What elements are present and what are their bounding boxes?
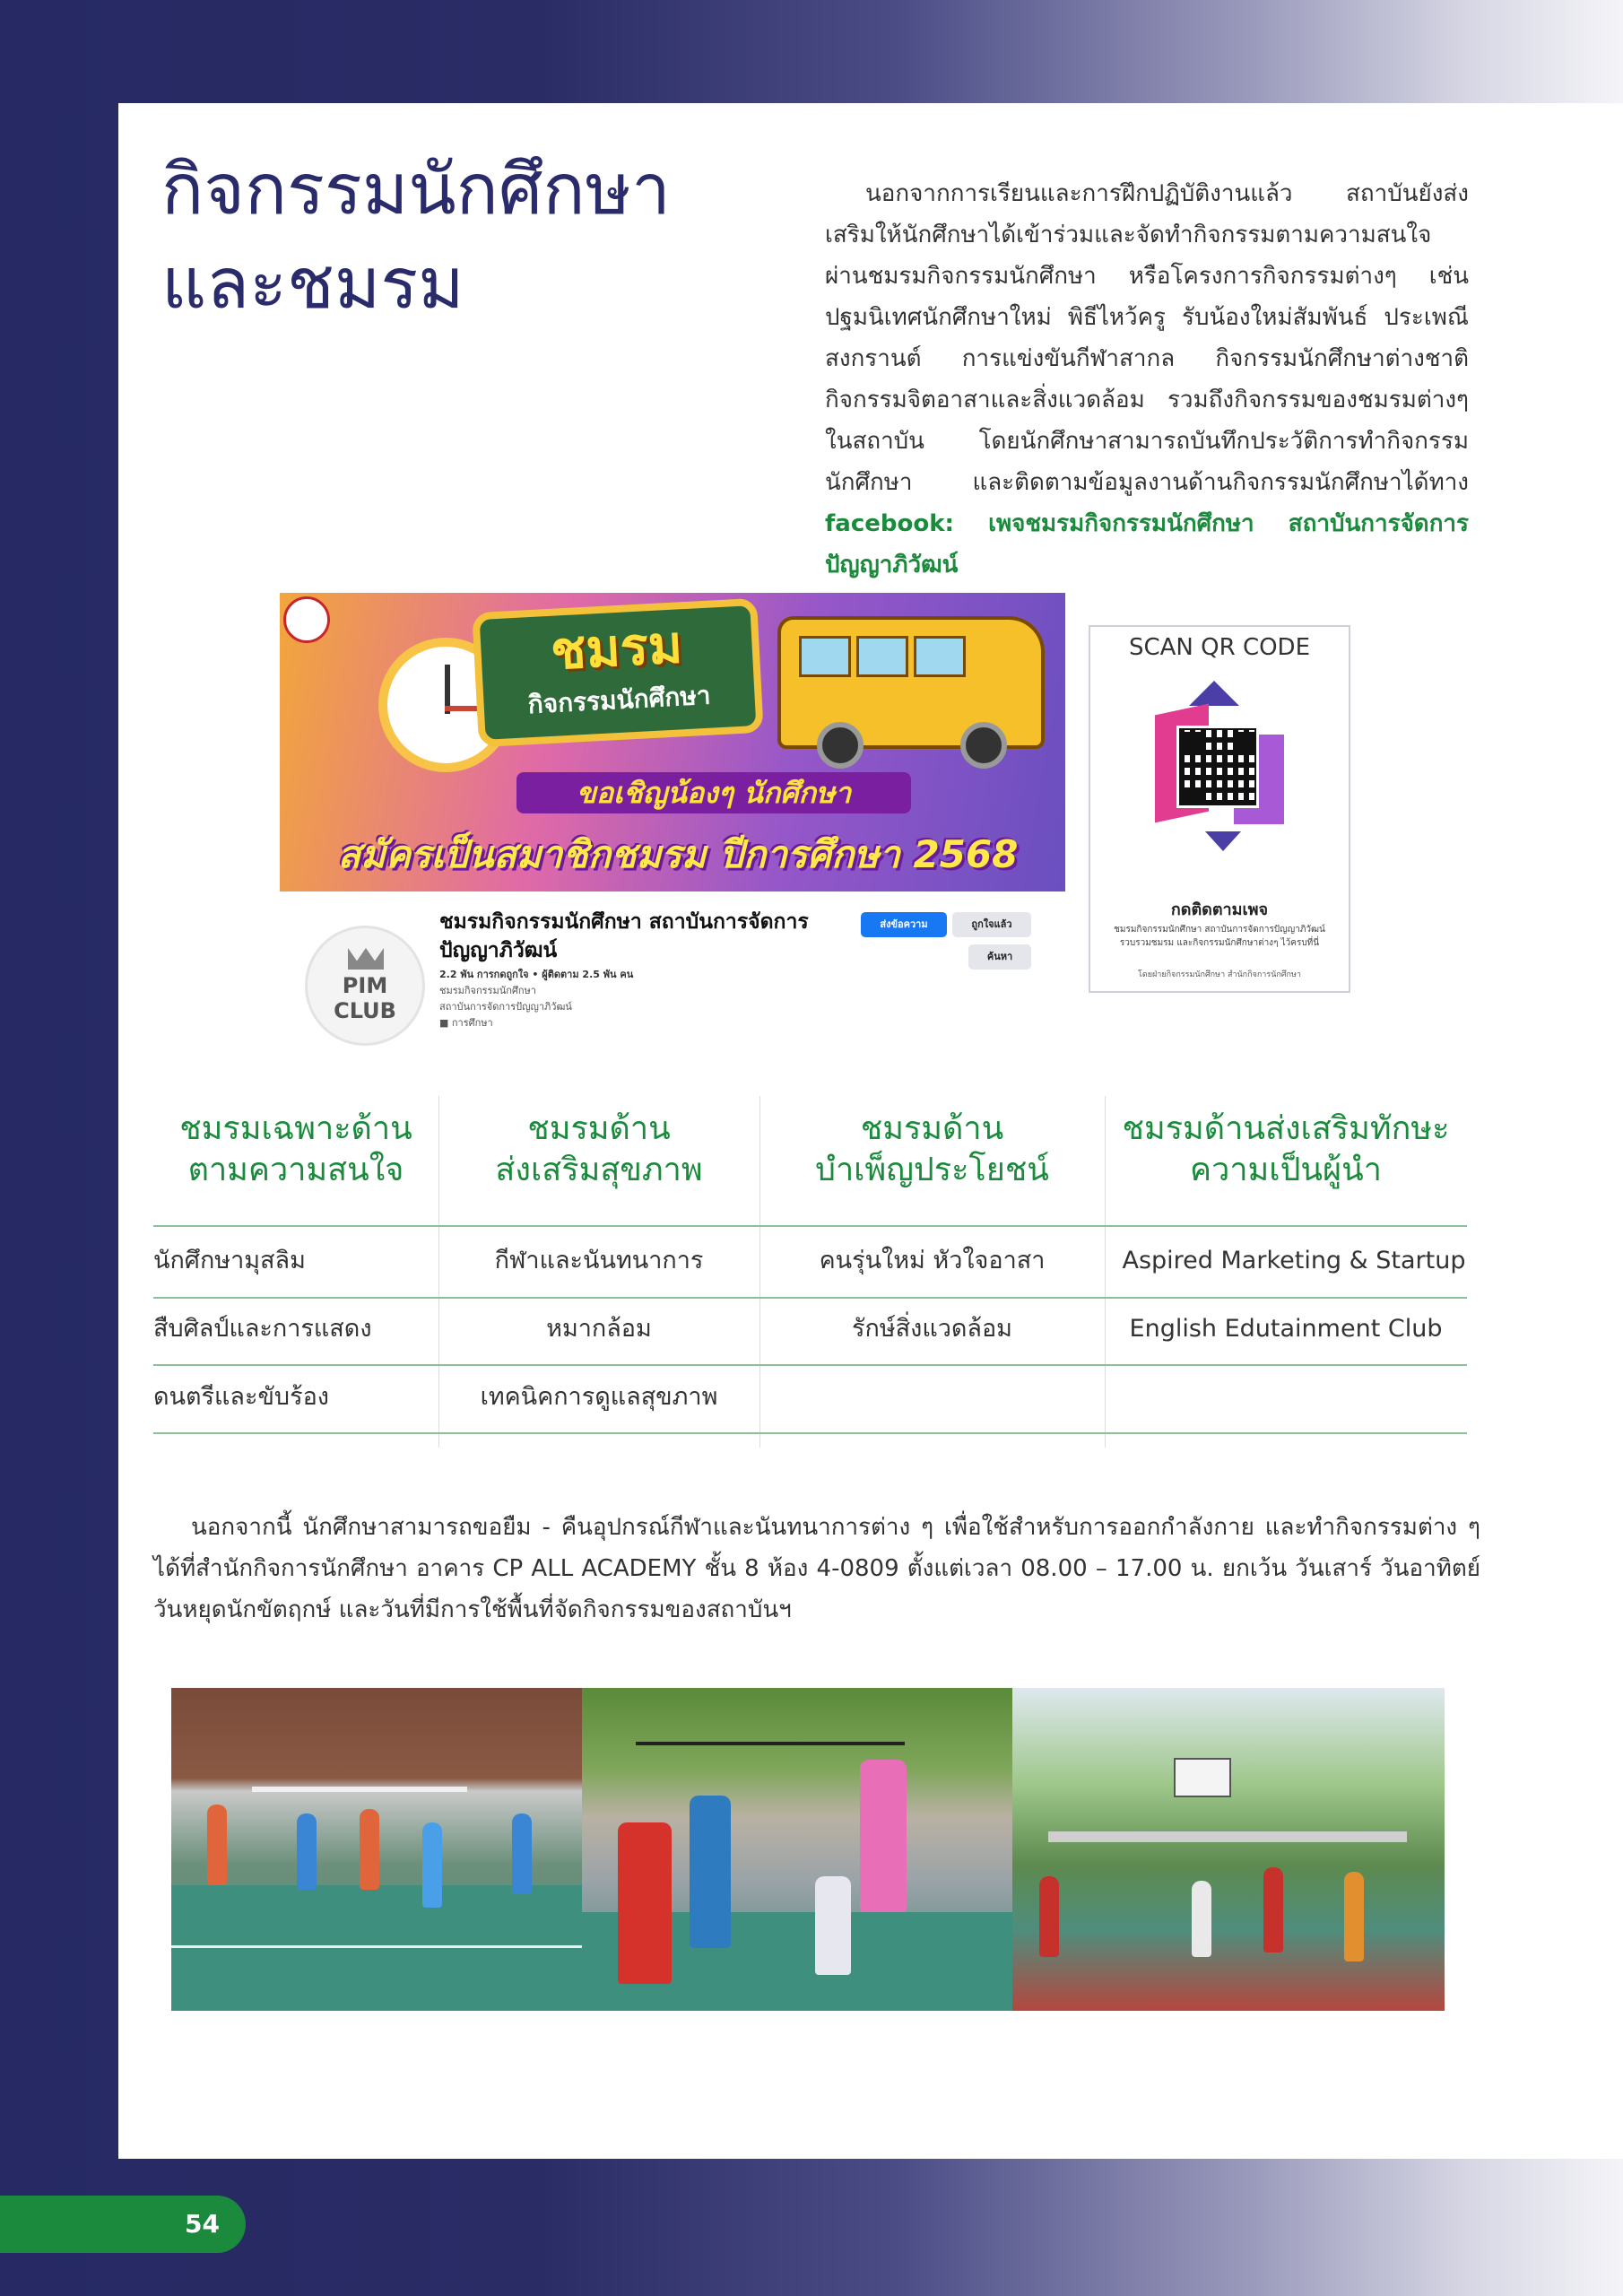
fb-like-button[interactable]: ถูกใจแล้ว [952,912,1031,937]
banner-board [472,598,763,747]
banner-invite: ขอเชิญน้องๆ นักศึกษา [516,772,911,813]
table-cell: English Edutainment Club [1129,1315,1443,1343]
fb-page-category: ■ การศึกษา [439,1017,493,1029]
sports-photo-strip [171,1688,1445,2011]
crown-icon [348,948,384,970]
triangle-decoration-icon [1189,681,1239,706]
intro-paragraph [825,173,1469,586]
qr-follow-label: กดติดตามเพจ [1170,900,1269,919]
column-header-line: ชมรมด้าน [527,1110,671,1147]
down-arrow-icon [1205,831,1241,851]
fb-page-desc-1: ชมรมกิจกรรมนักศึกษา [439,985,536,996]
table-cell: กีฬาและนันทนาการ [494,1247,704,1274]
qr-title: SCAN QR CODE [1128,634,1311,661]
basketball-photo [1012,1688,1445,2011]
column-header-line: ตามความสนใจ [187,1152,404,1188]
facebook-page-link[interactable]: facebook: เพจชมรมกิจกรรมนักศึกษา สถาบันการจัดการปัญญาภิวัฒน์ [825,510,1469,578]
banner-board-subtitle: กิจกรรมนักศึกษา [526,680,712,720]
banner-apply-text: สมัครเป็นสมาชิกชมรม ปีการศึกษา 2568 [337,832,1019,876]
column-header-volunteer [759,1109,1105,1216]
row-divider [153,1432,1467,1434]
page-number: 54 [185,2209,220,2239]
column-header-leadership [1105,1109,1467,1216]
pim-club-logo-icon [283,596,330,643]
qr-description: ชมรมกิจกรรมนักศึกษา สถาบันการจัดการปัญญาภิวัฒน์ รวบรวมชมรม และกิจกรรมนักศึกษาต่างๆ ไว้ครบที่นี่ [1114,925,1325,948]
table-cell: Aspired Marketing & Startup [1122,1247,1466,1274]
table-cell: รักษ์สิ่งแวดล้อม [852,1315,1012,1343]
table-cell: ดนตรีและขับร้อง [153,1383,329,1411]
school-bus-icon [777,616,1045,749]
clubs-table [153,1096,1467,1448]
qr-footer: โดยฝ่ายกิจกรรมนักศึกษา สำนักกิจการนักศึกษา [1138,970,1301,979]
row-divider [153,1297,1467,1299]
fb-message-button[interactable]: ส่งข้อความ [861,912,947,937]
fb-page-avatar [305,926,425,1046]
page-title-line-1: กิจกรรมนักศึกษา [161,150,671,230]
table-cell: สืบศิลป์และการแสดง [153,1315,372,1343]
page-title [161,144,807,332]
column-header-interest [153,1109,438,1216]
column-header-line: ชมรมด้านส่งเสริมทักษะ [1122,1110,1450,1147]
volleyball-photo [582,1688,1012,2011]
table-cell: คนรุ่นใหม่ หัวใจอาสา [819,1247,1046,1274]
column-header-line: ส่งเสริมสุขภาพ [495,1152,703,1188]
row-divider [153,1225,1467,1227]
table-cell: หมากล้อม [546,1315,652,1343]
column-header-line: บำเพ็ญประโยชน์ [815,1152,1049,1188]
table-cell: นักศึกษามุสลิม [153,1247,306,1274]
page-title-line-2: และชมรม [161,244,464,325]
qr-code-card [1089,625,1350,993]
column-header-line: ชมรมเฉพาะด้าน [179,1110,412,1147]
column-header-health [438,1109,759,1216]
page-number-badge [0,2196,246,2253]
fb-page-avatar-text: PIM CLUB [334,973,396,1023]
fb-page-meta [439,967,762,1031]
intro-text: นอกจากการเรียนและการฝึกปฏิบัติงานแล้ว สถาบันยังส่งเสริมให้นักศึกษาได้เข้าร่วมและจัดทำกิจกรรมตามความสนใจผ่านชมรมกิจกรรมนักศึกษา หรือโครงการกิจกรรมต่างๆ เช่น ปฐมนิเทศนักศึกษาใหม่ พิธีไหว้ครู รับน้องใหม่สัมพันธ์ ประเพณีสงกรานต์ การแข่งขันกีฬาสากล กิจกรรมนักศึกษาต่างชาติ กิจกรรมจิตอาสาและสิ่งแวดล้อม รวมถึงกิจกรรมของชมรมต่างๆ ในสถาบัน โดยนักศึกษาสามารถบันทึกประวัติการทำกิจกรรมนักศึกษา และติดตามข้อมูลงานด้านกิจกรรมนักศึกษาได้ทาง [825,180,1469,496]
banner-board-title: ชมรม [549,613,684,682]
fb-page-name: ชมรมกิจกรรมนักศึกษา สถาบันการจัดการปัญญาภิวัฒน์ [439,910,809,962]
fb-page-stats: 2.2 พัน การกดถูกใจ • ผู้ติดตาม 2.5 พัน คน [439,969,634,980]
column-header-line: ชมรมด้าน [860,1110,1004,1147]
club-recruitment-banner [280,593,1065,891]
futsal-photo [171,1688,582,2011]
fb-search-button[interactable]: ค้นหา [968,944,1031,970]
qr-code-icon[interactable] [1176,726,1259,808]
equipment-paragraph: นอกจากนี้ นักศึกษาสามารถขอยืม - คืนอุปกรณ์กีฬาและนันทนาการต่าง ๆ เพื่อใช้สำหรับการออกกำลังกาย และทำกิจกรรมต่าง ๆ ได้ที่สำนักกิจการนักศึกษา อาคาร CP ALL ACADEMY ชั้น 8 ห้อง 4-0809 ตั้งแต่เวลา 08.00 – 17.00 น. ยกเว้น วันเสาร์ วันอาทิตย์ วันหยุดนักขัตฤกษ์ และวันที่มีการใช้พื้นที่จัดกิจกรรมของสถาบันฯ [153,1514,1480,1623]
table-cell: เทคนิคการดูแลสุขภาพ [480,1383,718,1411]
fb-page-desc-2: สถาบันการจัดการปัญญาภิวัฒน์ [439,1001,572,1013]
column-header-line: ความเป็นผู้นำ [1190,1152,1382,1188]
row-divider [153,1364,1467,1366]
